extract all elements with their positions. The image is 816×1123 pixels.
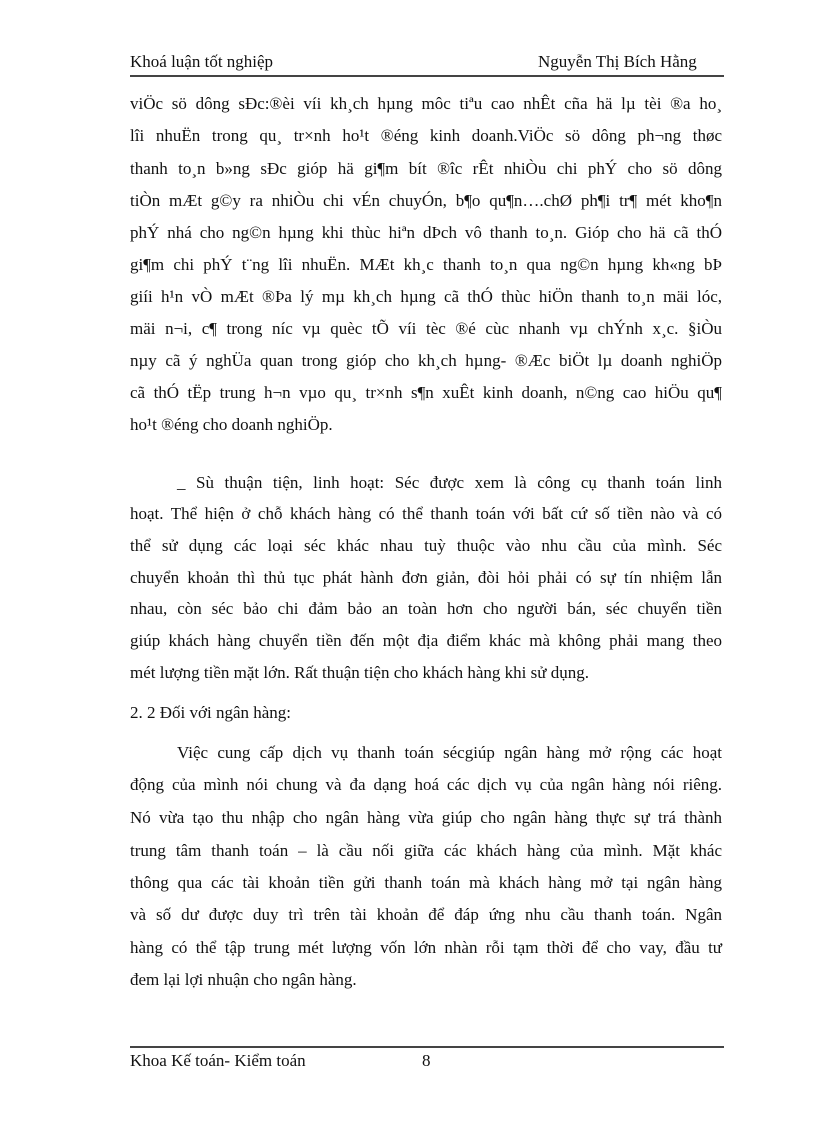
header-rule [130, 75, 724, 77]
header-author: Nguyễn Thị Bích Hằng [538, 52, 697, 71]
paragraph-line: hoạt. Thể hiện ở chỗ khách hàng có thể thanh toán với bất cứ số tiền nào và có [130, 504, 722, 523]
paragraph-line: cã thÓ tËp trung h¬n vµo qu¸ tr×nh s¶n xuÊt kinh doanh, n©ng cao hiÖu qu¶ [130, 383, 722, 402]
paragraph-line: động của mình nói chung và đa dạng hoá các dịch vụ của ngân hàng nói riêng. [130, 775, 722, 794]
paragraph-line: hàng có thể tập trung mét lượng vốn lớn nhàn rỗi tạm thời để cho vay, đầu tư [130, 938, 722, 957]
paragraph-line: và số dư được duy trì trên tài khoản để đáp ứng nhu cầu thanh toán. Ngân [130, 905, 722, 924]
paragraph-line: đem lại lợi nhuận cho ngân hàng. [130, 970, 357, 989]
page-number: 8 [422, 1051, 431, 1070]
paragraph-line: thanh to¸n b»ng sÐc gióp hä gi¶m bít ®îc rÊt nhiÒu chi phÝ cho sö dông [130, 159, 722, 178]
paragraph-line: chuyển khoản thì thủ tục phát hành đơn giản, đòi hỏi phải có sự tín nhiệm lẫn [130, 568, 722, 587]
header-title: Khoá luận tốt nghiệp [130, 52, 274, 71]
paragraph-line: Việc cung cấp dịch vụ thanh toán sécgiúp ngân hàng mở rộng các hoạt [177, 743, 722, 762]
paragraph-line: gi¶m chi phÝ t¨ng lîi nhuËn. MÆt kh¸c thanh to¸n qua ng©n hµng kh«ng bÞ [130, 255, 722, 274]
paragraph-line: mét lượng tiền mặt lớn. Rất thuận tiện cho khách hàng khi sử dụng. [130, 663, 589, 682]
paragraph-line: thể sử dụng các loại séc khác nhau tuỳ thuộc vào nhu cầu của mình. Séc [130, 536, 722, 555]
paragraph-line: ho¹t ®éng cho doanh nghiÖp. [130, 415, 333, 434]
paragraph-line: nhau, còn séc bảo chi đảm bảo an toàn hơn cho người bán, séc chuyển tiền [130, 599, 722, 618]
paragraph-line: mäi n¬i, c¶ trong níc vµ quèc tÕ víi tèc ®é cùc nhanh vµ chÝnh x¸c. §iÒu [130, 319, 722, 338]
paragraph-line: phÝ nhá cho ng©n hµng khi thùc hiªn dÞch vô thanh to¸n. Gióp cho hä cã thÓ [130, 223, 722, 242]
footer-department: Khoa Kế toán- Kiểm toán [130, 1051, 306, 1070]
paragraph-line: giúp khách hàng chuyển tiền đến một địa điểm khác mà không phải mang theo [130, 631, 722, 650]
paragraph-line: 2. 2 Đối với ngân hàng: [130, 703, 292, 722]
paragraph-line: tiÒn mÆt g©y ra nhiÒu chi vÉn chuyÓn, b¶o qu¶n….chØ ph¶i tr¶ mét kho¶n [130, 191, 722, 210]
paragraph-line: _ Sù thuận tiện, linh hoạt: Séc được xem là công cụ thanh toán linh [177, 473, 722, 492]
paragraph-line: trung tâm thanh toán – là cầu nối giữa các khách hàng của mình. Mặt khác [130, 841, 722, 860]
paragraph-line: viÖc sö dông sÐc:®èi víi kh¸ch hµng môc tiªu cao nhÊt cña hä lµ tèi ®a ho¸ [130, 94, 722, 113]
paragraph-line: Nó vừa tạo thu nhập cho ngân hàng vừa giúp cho ngân hàng thực sự trá thành [130, 808, 722, 827]
paragraph-line: thông qua các tài khoản tiền gửi thanh toán mà khách hàng mở tại ngân hàng [130, 873, 722, 892]
footer-rule [130, 1046, 724, 1048]
paragraph-line: nµy cã ý nghÜa quan trong gióp cho kh¸ch hµng- ®Æc biÖt lµ doanh nghiÖp [130, 351, 722, 370]
paragraph-line: giíi h¹n vÒ mÆt ®Þa lý mµ kh¸ch hµng cã thÓ thùc hiÖn thanh to¸n mäi lóc, [130, 287, 722, 306]
paragraph-line: lîi nhuËn trong qu¸ tr×nh ho¹t ®éng kinh doanh.ViÖc sö dông ph¬ng thøc [130, 126, 722, 145]
